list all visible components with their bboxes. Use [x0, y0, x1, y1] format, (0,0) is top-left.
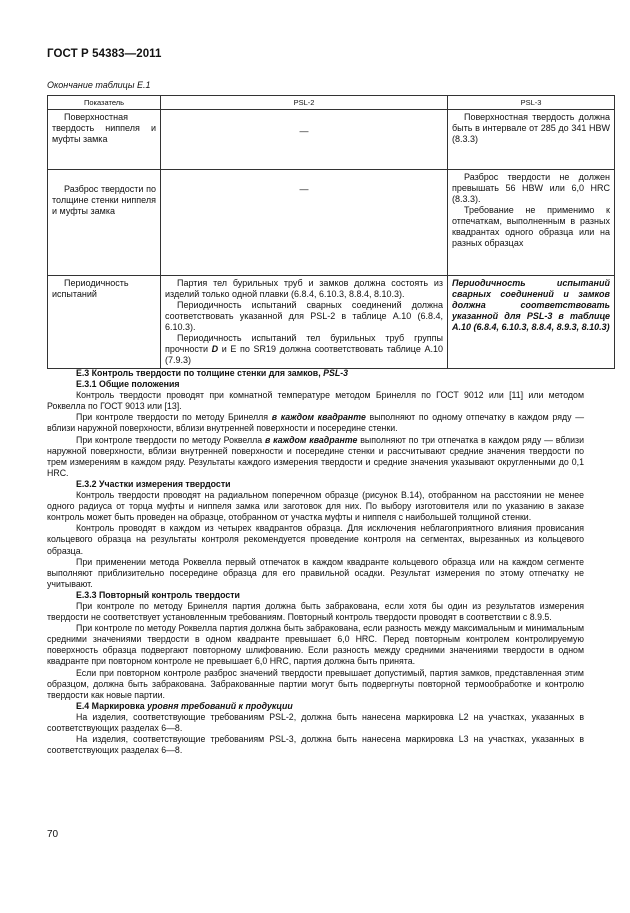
paragraph: На изделия, соответствующие требованиям PSL-2, должна быть нанесена маркировка L2 на участках, указанных в соответствующих разделах 6—8.: [47, 711, 584, 733]
paragraph: Если при повторном контроле разброс значений твердости превышает допустимый, партия замков, представленная этим образцом, должна быть забракована. Забракованные партии могут быть подвергнуты повторной термообработке и контролю твердости как новые партии.: [47, 667, 584, 700]
column-header: PSL-3: [448, 96, 615, 110]
page-number: 70: [47, 829, 59, 840]
psl2-cell: —: [161, 110, 448, 170]
paragraph: При контроле по методу Роквелла партия должна быть забракована, если разность между максимальным и минимальным средними значениями твердости в одном квадранте превышает 6,0 HRC. Перед повторным контролем контролируемую поверхность образца подвергают повторному шлифованию. Если разность между средними значениями твердости в одном квадранте при повторном контроле не превышает 6,0 HRC, партия должна быть принята.: [47, 623, 584, 667]
paragraph: При контроле твердости по методу Роквелла в каждом квадранте выполняют по три отпечатка в каждом ряду — вблизи наружной поверхности, вблизи внутренней поверхности и посередине стенки и рассчитывают средние значения твердости по трем измерениям в каждом ряду. Результаты каждого измерения твердости и средние значения указывают округленными до 0,1 HRC.: [47, 434, 584, 478]
section-heading: Е.4 Маркировка уровня требований к продукции: [76, 700, 293, 711]
subsection-heading: Е.3.2 Участки измерения твердости: [76, 478, 231, 489]
paragraph: Контроль твердости проводят на радиальном поперечном образце (рисунок В.14), отобранном на расстоянии не менее одного радиуса от торца муфты и ниппеля замка или заготовок для них. По выбору изготовителя или по указанию в заказе контроль может быть проведен на образце, отобранном от участка муфты и ниппеля с наибольшей толщиной стенки.: [47, 490, 584, 523]
indicator-cell: Поверхностная твердость ниппеля и муфты замка: [48, 110, 161, 170]
indicator-cell: Периодичность испытаний: [48, 276, 161, 369]
paragraph: При применении метода Роквелла первый отпечаток в каждом квадранте кольцевого образца или на каждом сегменте выполняют приблизительно посередине образца для его правильной осадки. Результат измерения по этому отпечатку не учитывают.: [47, 556, 584, 589]
table-header-row: [48, 96, 615, 110]
paragraph: Контроль твердости проводят при комнатной температуре методом Бринелля по ГОСТ 9012 или [11] или методом Роквелла по ГОСТ 9013 или [13].: [47, 390, 584, 412]
psl3-cell: Разброс твердости не должен превышать 56 HBW или 6,0 HRC (8.3.3). Требование не применимо к отпечаткам, выполненным в разных квадрантах одного образца или на разных образцах: [448, 170, 615, 276]
document-header: ГОСТ Р 54383—2011: [47, 48, 162, 60]
psl2-cell: Партия тел бурильных труб и замков должна состоять из изделий только одной плавки (6.8.4, 6.10.3, 8.8.4, 8.10.3). Периодичность испытаний сварных соединений должна соответствовать указанной для PSL-2 в таблице А.10 (6.8.4, 6.10.3). Периодичность испытаний тел бурильных труб группы прочности D и Е по SR19 должна соответствовать таблице А.10 (7.9.3): [161, 276, 448, 369]
psl3-cell: Поверхностная твердость должна быть в интервале от 285 до 341 HBW (8.3.3): [448, 110, 615, 170]
indicator-cell: Разброс твердости по толщине стенки ниппеля и муфты замка: [48, 170, 161, 276]
requirements-table: [47, 95, 615, 369]
subsection-heading: Е.3.1 Общие положения: [76, 379, 180, 390]
table-row: [48, 170, 615, 276]
table-row: [48, 276, 615, 369]
table-row: [48, 110, 615, 170]
column-header: PSL-2: [161, 96, 448, 110]
psl3-cell: Периодичность испытаний сварных соединений и замков должна соответствовать указанной для PSL-3 в таблице А.10 (6.8.4, 6.10.3, 8.8.4, 8.9.3, 8.10.3): [448, 276, 615, 369]
subsection-heading: Е.3.3 Повторный контроль твердости: [76, 589, 240, 600]
column-header: Показатель: [48, 96, 161, 110]
body-text: [47, 368, 584, 756]
section-heading: Е.3 Контроль твердости по толщине стенки для замков, PSL-3: [76, 368, 349, 378]
table-caption: Окончание таблицы Е.1: [47, 80, 151, 90]
psl2-cell: —: [161, 170, 448, 276]
paragraph: На изделия, соответствующие требованиям PSL-3, должна быть нанесена маркировка L3 на участках, указанных в соответствующих разделах 6—8.: [47, 734, 584, 756]
paragraph: Контроль проводят в каждом из четырех квадрантов образца. Для исключения неблагоприятного влияния провисания кольцевого образца на результаты контроля рекомендуется проведение контроля на сегментах, вырезанных из кольцевого образца.: [47, 523, 584, 556]
paragraph: При контроле по методу Бринелля партия должна быть забракована, если хотя бы один из результатов измерения твердости не соответствует установленным требованиям. Повторный контроль твердости проводят в соответствии с 8.9.5.: [47, 600, 584, 623]
paragraph: При контроле твердости по методу Бринелля в каждом квадранте выполняют по одному отпечатку в каждом ряду — вблизи наружной поверхности, вблизи внутренней поверхности и посередине стенки.: [47, 412, 585, 434]
